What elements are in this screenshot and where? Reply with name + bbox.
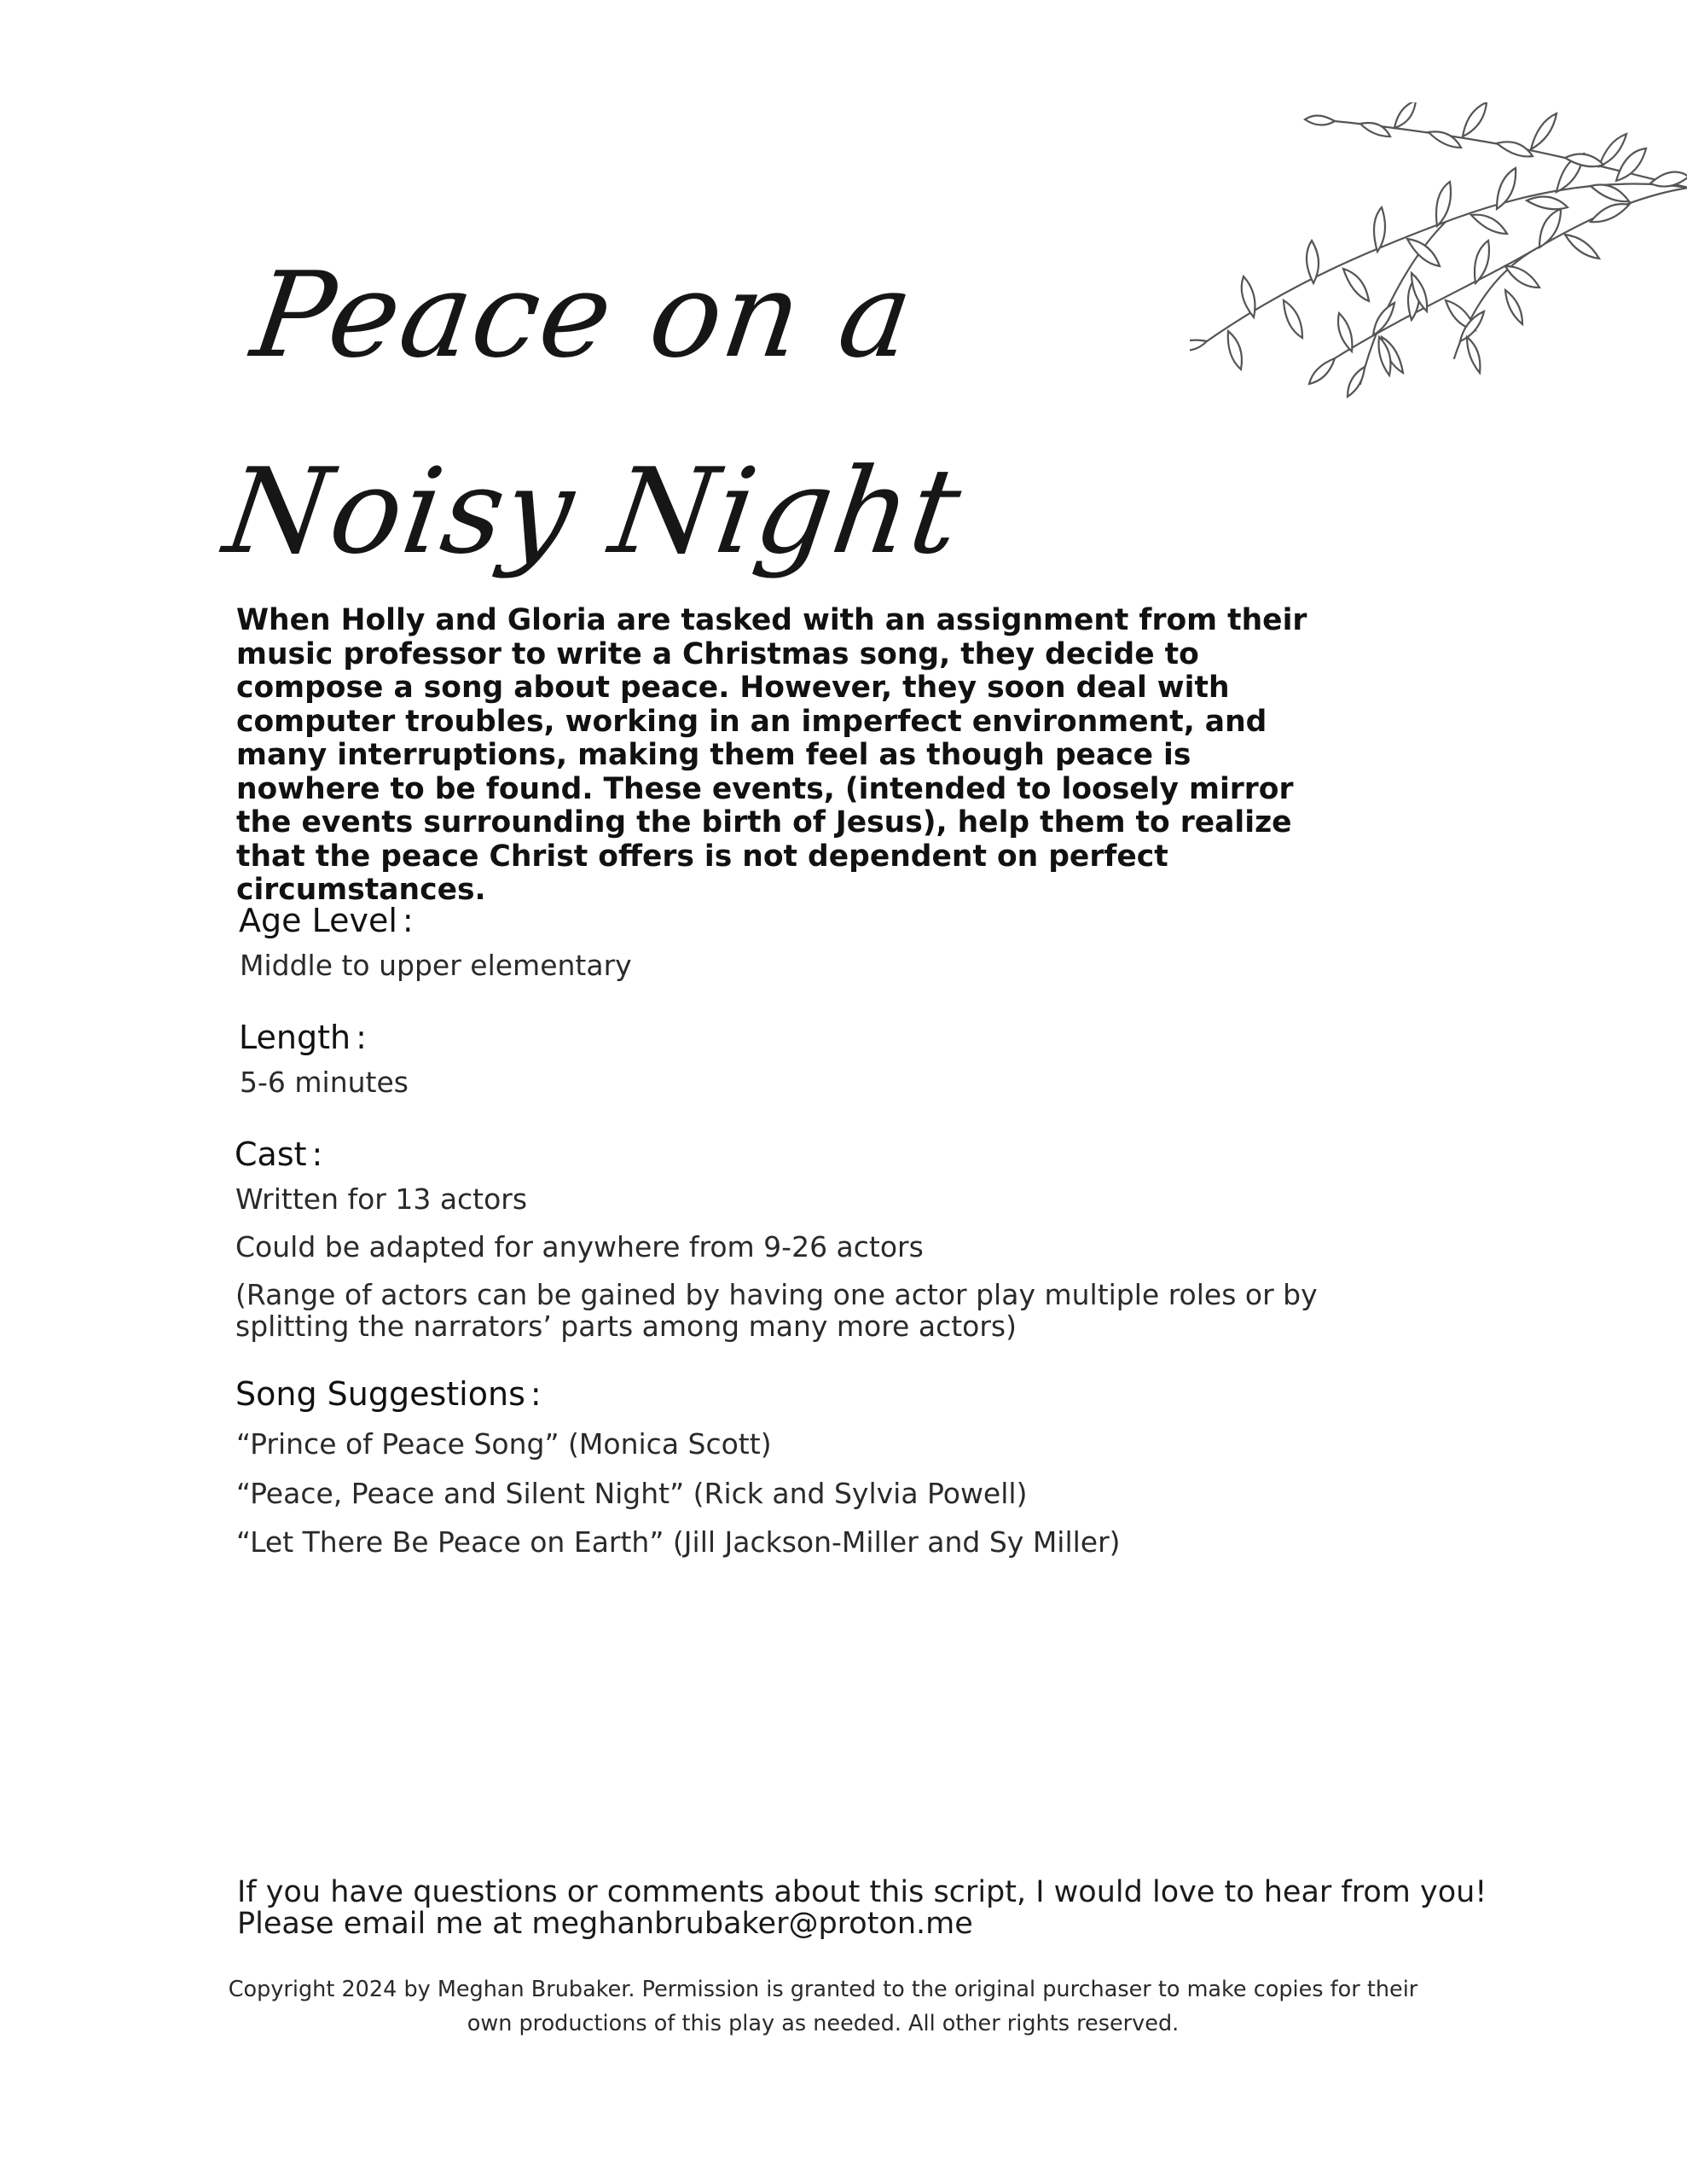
length-label: Length [239, 1019, 351, 1056]
song-item-3: “Let There Be Peace on Earth” (Jill Jackson-Miller and Sy Miller) [236, 1525, 1121, 1559]
olive-branch-icon [1190, 102, 1687, 461]
song-item-1: “Prince of Peace Song” (Monica Scott) [236, 1427, 772, 1461]
title-line-2: Noisy Night [217, 443, 971, 580]
contact-line-1: If you have questions or comments about this script, I would love to hear from you! [237, 1875, 1487, 1909]
contact-note [237, 1877, 1516, 1940]
length-heading [239, 1019, 367, 1056]
song-suggestions-heading [235, 1375, 542, 1413]
length-colon: : [356, 1019, 367, 1056]
contact-line-2: Please email me at meghanbrubaker@proton.me [237, 1907, 973, 1941]
song-suggestions-colon: : [530, 1375, 542, 1413]
age-level-value: Middle to upper elementary [240, 949, 632, 982]
title-line-1: Peace on a [244, 247, 923, 384]
cast-line-3: (Range of actors can be gained by having one actor play multiple roles or by splitting the narrators’ parts among many more actors) [235, 1278, 1318, 1343]
page-title [213, 218, 1036, 610]
copyright-notice: Copyright 2024 by Meghan Brubaker. Permission is granted to the original purchaser to make copies for their own productions of this play as needed. All other rights reserved. [228, 1977, 1418, 2036]
age-level-heading [239, 902, 414, 939]
cast-line-1: Written for 13 actors [235, 1182, 528, 1216]
cast-colon: : [311, 1136, 323, 1173]
cast-label: Cast [235, 1136, 307, 1173]
age-level-colon: : [402, 902, 414, 939]
length-value: 5-6 minutes [240, 1066, 409, 1099]
cast-heading [235, 1136, 322, 1173]
song-suggestions-label: Song Suggestions [235, 1375, 525, 1413]
age-level-label: Age Level [239, 902, 397, 939]
play-summary: When Holly and Gloria are tasked with an assignment from their music professor to write a Christmas song, they decide to compose a song about peace. However, they soon deal with computer troubles, working in an imperfect environment, and many interruptions, making them feel as though peace is nowhere to be found. These events, (intended to loosely mirror the events surrounding the birth of Jesus), help them to realize that the peace Christ offers is not dependent on perfect circumstances. [236, 603, 1307, 907]
song-item-2: “Peace, Peace and Silent Night” (Rick and Sylvia Powell) [236, 1477, 1028, 1510]
cast-line-2: Could be adapted for anywhere from 9-26 actors [235, 1230, 924, 1263]
